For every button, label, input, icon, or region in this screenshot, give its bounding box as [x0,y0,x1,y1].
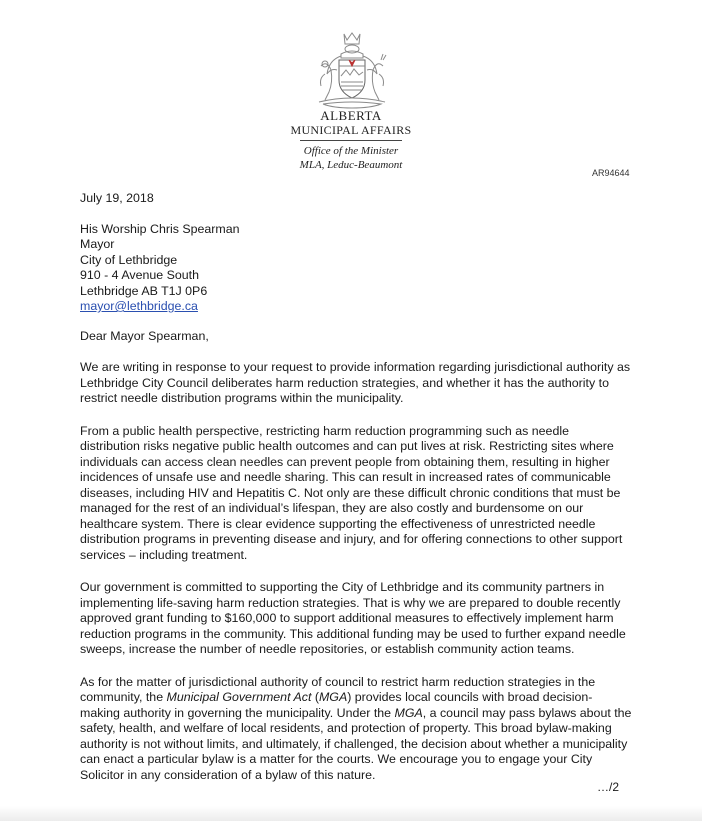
recipient-email-link[interactable]: mayor@lethbridge.ca [80,299,198,313]
letter-date: July 19, 2018 [80,191,154,205]
salutation: Dear Mayor Spearman, [80,328,209,343]
page-continuation-marker: …/2 [597,780,620,794]
reference-number: AR94644 [592,168,630,178]
letterhead-title: ALBERTA [320,108,382,123]
recipient-street: 910 - 4 Avenue South [80,268,199,282]
letterhead-divider [300,140,402,141]
paragraph-4-part-b: ( [311,690,319,704]
scan-bottom-edge [0,806,702,821]
paragraph-4-part-c: ) provides local councils with broad decision-making authority in governing the municipality. Under the [80,690,593,720]
recipient-address [80,222,632,315]
recipient-organization: City of Lethbridge [80,252,178,267]
alberta-crest-icon [311,30,393,110]
letterhead-mla: MLA, Leduc-Beaumont [299,159,403,171]
paragraph-4-part-d: , a council may pass bylaws about the safety, health, and welfare of local residents, and protection of property. This broad bylaw-making authority is not without limits, and ultimately, if challenged, the decision about whether a municipality can enact a particular bylaw is a matter for the courts. We encourage you to engage your City Solicitor in any consideration of a bylaw of this nature. [80,705,632,782]
act-abbreviation: MGA [318,690,348,704]
paragraph-4-part-a: As for the matter of jurisdictional authority of council to restrict harm reduction strategies in the community, the [80,674,596,704]
paragraph-4 [80,675,632,784]
recipient-city: Lethbridge AB T1J 0P6 [80,283,208,298]
recipient-title: Mayor [80,237,115,251]
act-name: Municipal Government Act [166,690,312,704]
paragraph-3: Our government is committed to supporting the City of Lethbridge and its community partners in implementing life-saving harm reduction strategies. That is why we are prepared to double recently approved grant funding to $160,000 to support additional measures to effectively implement harm reduction programs in the community. This additional funding may be used to further expand needle sweeps, increase the number of needle repositories, or establish community action teams. [80,580,626,656]
letter-body [80,191,632,800]
paragraph-2: From a public health perspective, restricting harm reduction programming such as needle distribution risks negative public health outcomes and can put lives at risk. Restricting sites where individuals can access clean needles can prevent people from obtaining them, resulting in higher incidences of unsafe use and needle sharing. This can result in increased rates of communicable diseases, including HIV and Hepatitis C. Not only are these difficult chronic conditions that must be managed for the rest of an individual’s lifespan, they are also costly and burdensome on our healthcare system. There is clear evidence supporting the effectiveness of unrestricted needle distribution programs in preventing disease and injury, and for offering connections to other support services – including treatment. [80,423,623,562]
recipient-name: His Worship Chris Spearman [80,221,240,236]
letterhead-department: MUNICIPAL AFFAIRS [290,123,412,137]
act-abbreviation: MGA [394,705,423,720]
letterhead-office: Office of the Minister [303,145,399,157]
paragraph-1: We are writing in response to your request to provide information regarding jurisdictional authority as Lethbridge City Council deliberates harm reduction strategies, and whether it has the authority to restrict needle distribution programs within the municipality. [80,360,631,405]
